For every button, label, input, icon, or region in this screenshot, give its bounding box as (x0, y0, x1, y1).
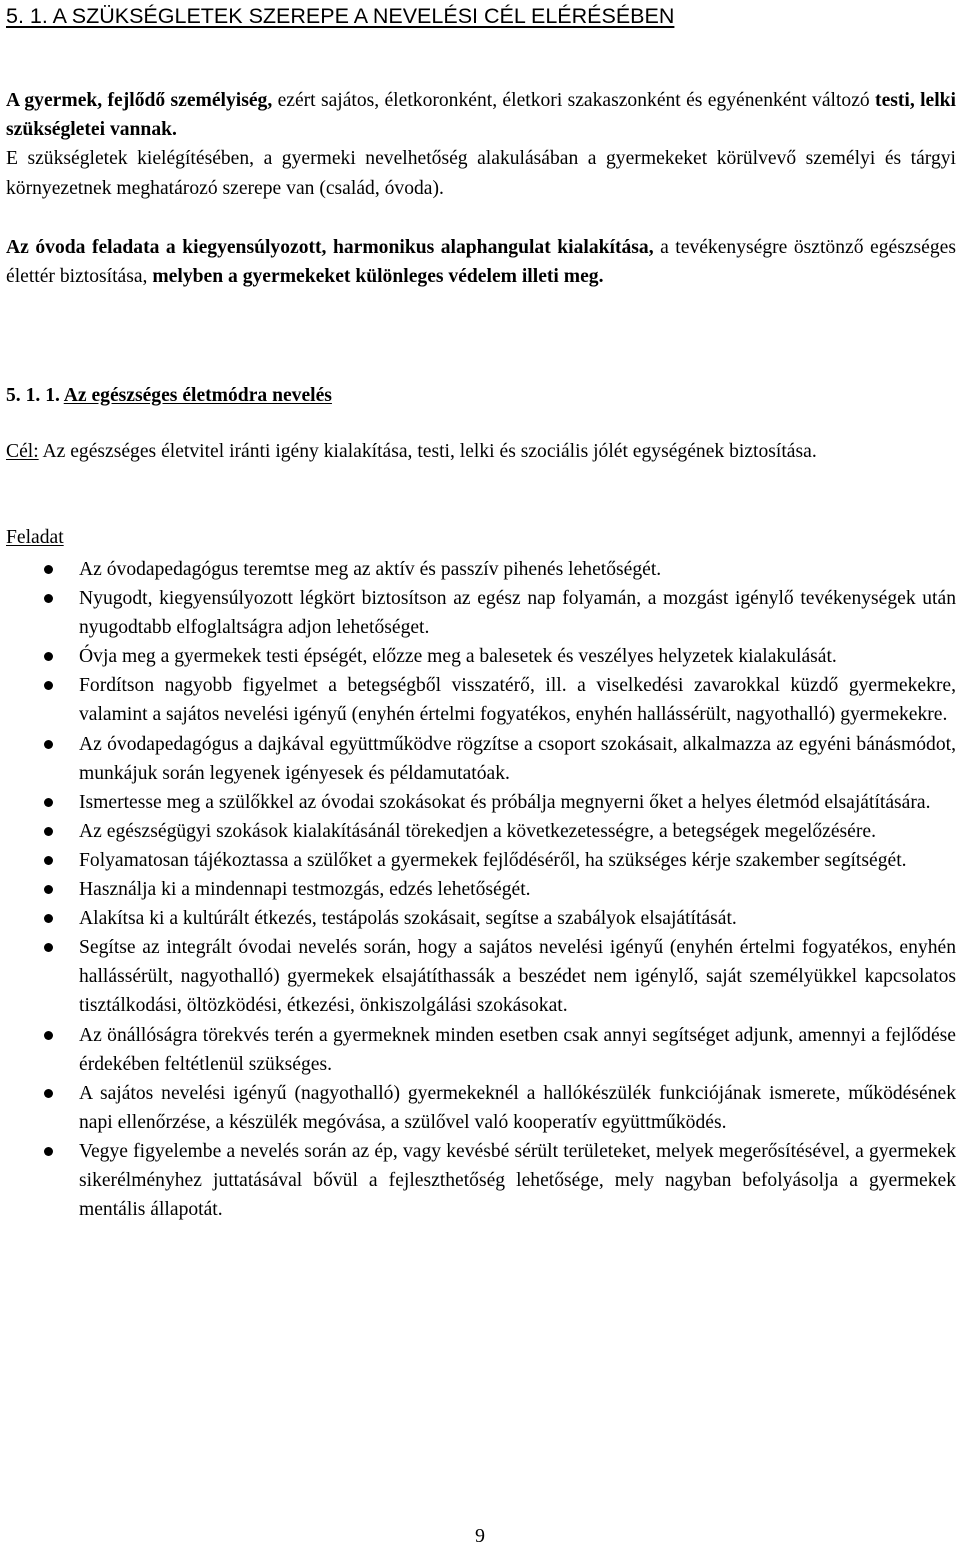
intro-paragraph-2 (6, 233, 956, 291)
bullet-icon (44, 885, 53, 894)
list-item (6, 1021, 956, 1079)
goal-label: Cél: (6, 441, 39, 462)
list-item (6, 846, 956, 875)
list-item-text: Használja ki a mindennapi testmozgás, edzés lehetőségét. (79, 879, 531, 901)
intro-p1-rest: E szükségletek kielégítésében, a gyermeki nevelhetőség alakulásában a gyermekeket körülvevő személyi és tárgyi környezetnek meghatározó szerepe van (család, óvoda). (6, 148, 956, 199)
list-item-text: Vegye figyelembe a nevelés során az ép, vagy kevésbé sérült területeket, melyek megerősítésével, a gyermekek sikerélményhez juttatásával bővül a fejleszthetőség lehetősége, mely nagyban befolyásolja a gyermekek mentális állapotát. (79, 1140, 956, 1221)
list-item (6, 584, 956, 642)
bullet-icon (44, 565, 53, 574)
list-item-text: Nyugodt, kiegyensúlyozott légkört biztosítson az egész nap folyamán, a mozgást igénylő tevékenységek után nyugodtabb elfoglaltságra adjon lehetőséget. (79, 588, 956, 639)
list-item-text: Ismertesse meg a szülőkkel az óvodai szokásokat és próbálja megnyerni őket a helyes életmód elsajátítására. (79, 791, 931, 813)
bullet-icon (44, 652, 53, 661)
bullet-icon (44, 681, 53, 690)
intro-p2-bold-a: Az óvoda feladata a kiegyensúlyozott, harmonikus alaphangulat kialakítása, (6, 237, 654, 258)
bullet-icon (44, 594, 53, 603)
list-item (6, 1079, 956, 1137)
section-title: Az egészséges életmódra nevelés (63, 385, 332, 406)
intro-p2-normal: a tevékenységre ösztönző egészséges élettér biztosítása, (6, 237, 956, 288)
list-item-text: A sajátos nevelési igényű (nagyothalló) gyermekeknél a hallókészülék funkciójának ismerete, működésének napi ellenőrzése, a készülék megóvása, a szülővel való kooperatív együttműködés. (79, 1082, 956, 1133)
bullet-icon (44, 914, 53, 923)
bullet-icon (44, 798, 53, 807)
intro-paragraph-1 (6, 86, 956, 203)
bullet-icon (44, 740, 53, 749)
list-item-text: Alakítsa ki a kultúrált étkezés, testápolás szokásait, segítse a szabályok elsajátítását. (79, 908, 737, 930)
intro-p1-normal: ezért sajátos, életkoronként, életkori szakaszonként és egyénenként változó (272, 90, 876, 111)
bullet-icon (44, 1089, 53, 1098)
list-item-text: Fordítson nagyobb figyelmet a betegségből visszatérő, ill. a viselkedési zavarokkal küzdő gyermekekre, valamint a sajátos nevelési igényű (enyhén értelmi fogyatékos, enyhén hallássérült, nagyothalló) gyermekekre. (79, 675, 956, 726)
bullet-icon (44, 1147, 53, 1156)
list-item (6, 875, 956, 904)
section-number: 5. 1. 1. (6, 385, 60, 406)
list-item (6, 788, 956, 817)
tasks-list (6, 555, 956, 1224)
goal-text: Az egészséges életvitel iránti igény kialakítása, testi, lelki és szociális jólét egységének biztosítása. (38, 441, 817, 462)
intro-p1-bold-b: testi, lelki szükségletei vannak. (6, 90, 957, 141)
list-item (6, 730, 956, 788)
list-item-text: Folyamatosan tájékoztassa a szülőket a gyermekek fejlődéséről, ha szükséges kérje szakember segítségét. (79, 849, 907, 871)
bullet-icon (44, 1031, 53, 1040)
list-item-text: Az óvodapedagógus a dajkával együttműködve rögzítse a csoport szokásait, alkalmazza az egyéni bánásmódot, munkájuk során legyenek igényesek és példamutatóak. (79, 733, 956, 784)
list-item-text: Az egészségügyi szokások kialakításánál törekedjen a következetességre, a betegségek megelőzésére. (79, 820, 877, 842)
list-item (6, 817, 956, 846)
page-number: 9 (475, 1525, 485, 1547)
bullet-icon (44, 943, 53, 952)
list-item (6, 642, 956, 671)
goal-paragraph (6, 437, 956, 466)
list-item (6, 555, 956, 584)
intro-p1-bold-a: A gyermek, fejlődő személyiség, (6, 90, 273, 111)
list-item (6, 671, 956, 729)
intro-p2-bold-b: melyben a gyermekeket különleges védelem illeti meg. (152, 266, 604, 288)
list-item-text: Óvja meg a gyermekek testi épségét, előzze meg a balesetek és veszélyes helyzetek kialakulását. (79, 646, 837, 668)
list-item (6, 904, 956, 933)
bullet-icon (44, 856, 53, 865)
list-item-text: Az óvodapedagógus teremtse meg az aktív és passzív pihenés lehetőségét. (79, 559, 662, 580)
list-item (6, 1137, 956, 1224)
tasks-title: Feladat (6, 527, 64, 548)
bullet-icon (44, 827, 53, 836)
section-heading (6, 381, 332, 410)
list-item-text: Az önállóságra törekvés terén a gyermeknek minden esetben csak annyi segítséget adjunk, amennyi a fejlődése érdekében feltétlenül szükséges. (79, 1024, 956, 1075)
list-item (6, 933, 956, 1020)
chapter-heading: 5. 1. A SZÜKSÉGLETEK SZEREPE A NEVELÉSI CÉL ELÉRÉSÉBEN (6, 4, 675, 28)
list-item-text: Segítse az integrált óvodai nevelés során, hogy a sajátos nevelési igényű (enyhén értelmi fogyatékos, enyhén hallássérült, nagyothalló) gyermekek elsajátíthassák a beszédet nem igénylő, saját személyükkel kapcsolatos tisztálkodási, öltözködési, étkezési, önkiszolgálási szokásokat. (79, 937, 956, 1017)
